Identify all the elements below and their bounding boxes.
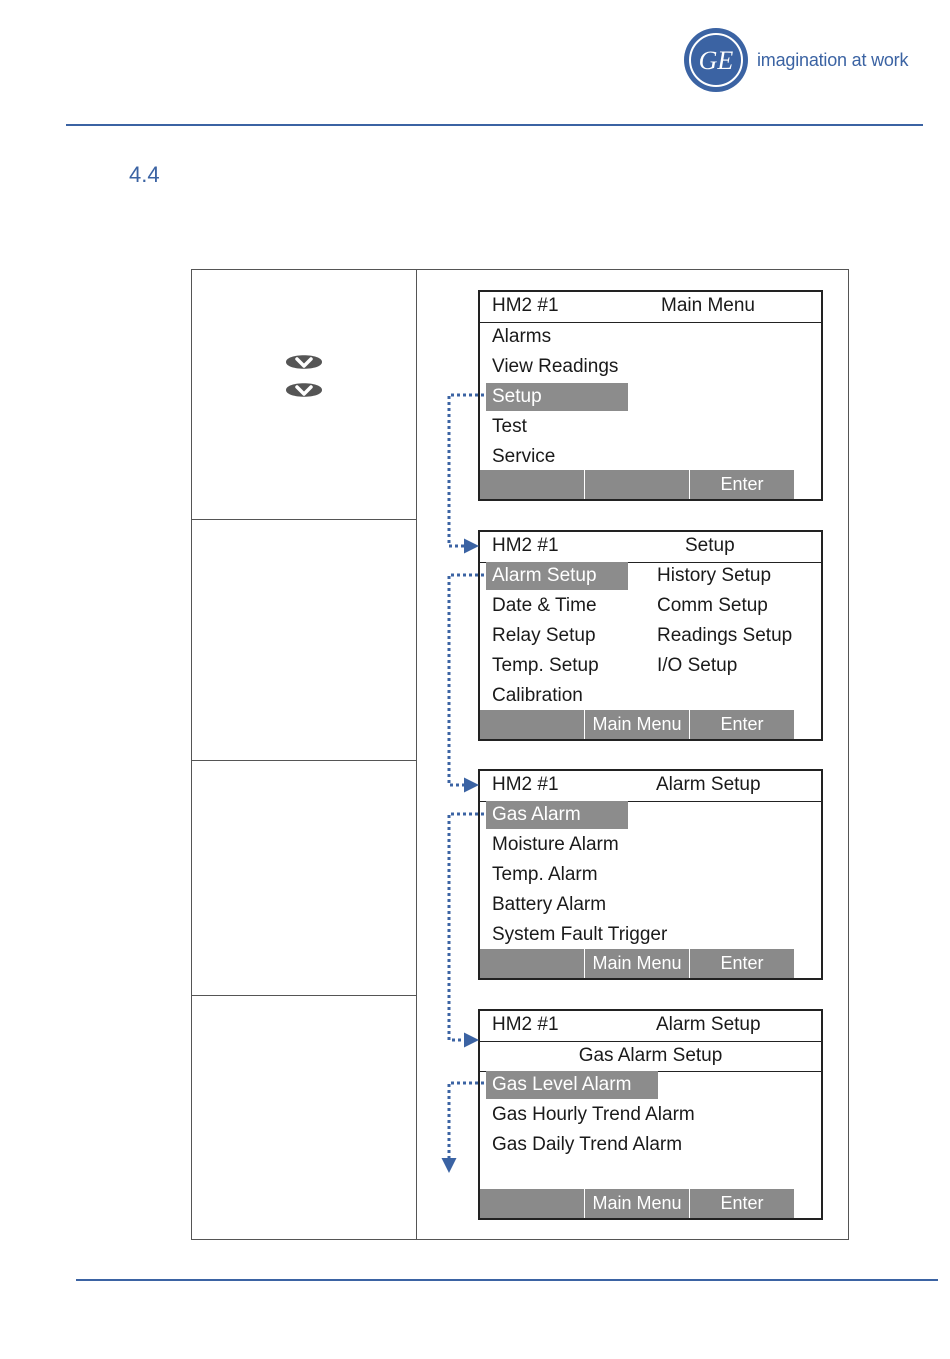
dotted-arrow-icon	[449, 1083, 484, 1170]
softkey-enter[interactable]: Enter	[689, 710, 794, 739]
tagline: imagination at work	[757, 50, 909, 70]
menu-item-service[interactable]: Service	[492, 446, 556, 467]
menu-item-comm-setup[interactable]: Comm Setup	[657, 595, 768, 616]
screen-title: Alarm Setup	[656, 774, 761, 795]
menu-item-readings-setup[interactable]: Readings Setup	[657, 625, 793, 646]
menu-item-setup[interactable]: Setup	[486, 383, 628, 411]
section-number: 4.4	[129, 162, 160, 187]
menu-item-gas-level-alarm[interactable]: Gas Level Alarm	[486, 1071, 658, 1099]
menu-item-gas-alarm[interactable]: Gas Alarm	[486, 801, 628, 829]
menu-item-alarms[interactable]: Alarms	[492, 326, 552, 347]
menu-item-temp-setup[interactable]: Temp. Setup	[492, 655, 599, 676]
device-label: HM2 #1	[492, 295, 559, 316]
footer-rule	[76, 1279, 938, 1281]
screen-title: Main Menu	[661, 295, 755, 316]
menu-item-system-fault-trigger[interactable]: System Fault Trigger	[492, 924, 668, 945]
menu-item-gas-hourly-trend-alarm[interactable]: Gas Hourly Trend Alarm	[492, 1104, 695, 1125]
device-label: HM2 #1	[492, 535, 559, 556]
dotted-arrow-icon	[449, 814, 484, 1040]
device-label: HM2 #1	[492, 774, 559, 795]
menu-item-io-setup[interactable]: I/O Setup	[657, 655, 738, 676]
screen-title: Setup	[685, 535, 735, 556]
menu-item-view-readings[interactable]: View Readings	[492, 356, 619, 377]
menu-item-gas-daily-trend-alarm[interactable]: Gas Daily Trend Alarm	[492, 1134, 683, 1155]
softkey-main-menu[interactable]: Main Menu	[584, 949, 689, 978]
menu-item-temp-alarm[interactable]: Temp. Alarm	[492, 864, 598, 885]
softkey-enter[interactable]: Enter	[689, 1189, 794, 1218]
screen-subtitle: Gas Alarm Setup	[480, 1041, 821, 1072]
menu-item-history-setup[interactable]: History Setup	[657, 565, 772, 586]
menu-item-moisture-alarm[interactable]: Moisture Alarm	[492, 834, 619, 855]
device-label: HM2 #1	[492, 1014, 559, 1035]
softkey-main-menu[interactable]: Main Menu	[584, 1189, 689, 1218]
softkey-enter[interactable]: Enter	[689, 949, 794, 978]
menu-item-date-time[interactable]: Date & Time	[492, 595, 597, 616]
softkey-main-menu[interactable]: Main Menu	[584, 710, 689, 739]
dotted-arrow-icon	[449, 575, 484, 785]
dotted-arrow-icon	[449, 395, 484, 546]
menu-item-relay-setup[interactable]: Relay Setup	[492, 625, 596, 646]
softkey-enter[interactable]: Enter	[689, 470, 794, 499]
menu-item-calibration[interactable]: Calibration	[492, 685, 583, 706]
menu-item-alarm-setup[interactable]: Alarm Setup	[486, 562, 628, 590]
menu-item-battery-alarm[interactable]: Battery Alarm	[492, 894, 607, 915]
screen-title: Alarm Setup	[656, 1014, 761, 1035]
menu-item-test[interactable]: Test	[492, 416, 527, 437]
svg-text:GE: GE	[698, 46, 734, 75]
